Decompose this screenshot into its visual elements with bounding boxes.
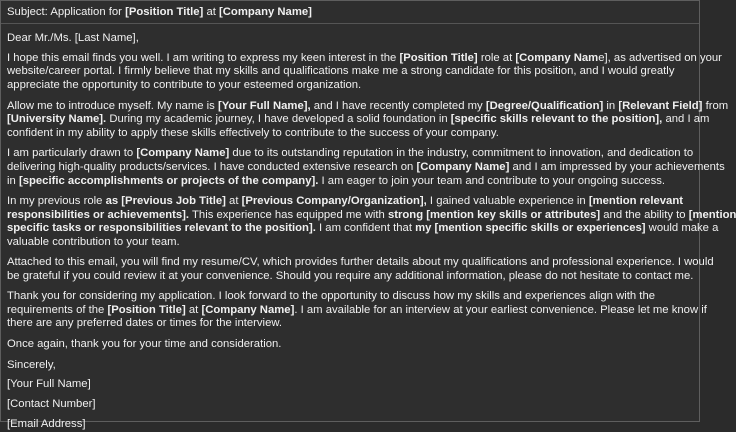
body-text: Once again, thank you for your time and consideration. [7,337,282,350]
subject-company: [Company Name] [219,6,312,18]
text-line [7,290,693,304]
body-text: I am confident that [315,222,416,235]
body-text: I am eager to join your team and contribute to your ongoing success. [318,174,666,187]
text-line [7,236,693,250]
placeholder-text: [specific accomplishments or projects of the company]. [18,174,319,187]
placeholder-text: [Company Nam [515,51,599,64]
subject-position: [Position Title] [125,6,204,18]
subject-line [1,1,699,24]
body-text: [Contact Number] [7,398,96,411]
paragraph [7,32,693,46]
body-text: at [185,303,202,316]
placeholder-text: [specific skills relevant to the position], [450,113,663,126]
text-line [7,51,722,66]
text-line [7,398,693,412]
text-line [7,208,736,223]
body-text: delivering high-quality products/services. I have conducted extensive research on [7,161,417,174]
placeholder-text: responsibilities or achievements]. [7,208,190,221]
placeholder-text: [Position Title] [399,51,478,64]
text-line [7,303,707,318]
paragraph [7,378,693,392]
placeholder-text: [Company Name] [201,303,295,316]
body-text: During my academic journey, I have developed a solid foundation in [106,113,451,126]
email-body [1,31,736,432]
text-line [7,147,693,161]
body-text: valuable contribution to your team. [7,235,180,248]
paragraph [7,256,714,283]
subject-at: at [203,6,220,18]
placeholder-text: [Company Name] [136,147,230,160]
body-text: and the ability to [600,208,689,221]
body-text: Sincerely, [7,358,56,371]
placeholder-text: [Degree/Qualification] [485,99,604,112]
text-line [7,378,693,392]
body-text: confident in my ability to apply these skills effectively to contribute to the success of your company. [7,126,499,139]
body-text: and I am [662,113,710,126]
body-text: I am particularly drawn to [7,147,137,160]
text-line [7,317,693,331]
body-text: Allow me to introduce myself. My name is [7,99,218,112]
subject-prefix: Subject: Application for [7,6,126,18]
text-line [7,113,710,127]
text-line [7,127,693,141]
placeholder-text: [Previous Company/Organization], [241,195,427,208]
body-text: and I am impressed by your achievements [509,161,725,174]
body-text: [Email Address] [7,417,86,430]
text-line [7,256,714,270]
body-text: requirements of the [7,303,108,316]
body-text: Dear Mr./Ms. [Last Name], [7,31,139,44]
text-line [7,79,693,93]
body-text: . I am available for an interview at your earliest convenience. Please let me know if [294,303,707,316]
paragraph [7,398,693,412]
body-text: Attached to this email, you will find my resume/CV, which provides further details about my qualifications and professional experience. I would [7,256,714,269]
body-text: be grateful if you could review it at your convenience. Should you require any additional information, please do not hesitate to contact me. [7,269,694,282]
text-line [7,195,693,209]
placeholder-text: [Position Title] [107,303,186,316]
body-text: [Your Full Name] [7,378,91,391]
placeholder-text: as [Previous Job Title] [105,195,226,208]
body-text: In my previous role [7,195,106,208]
placeholder-text: [Your Full Name], [217,99,311,112]
text-line [7,32,693,46]
text-line [7,418,693,432]
paragraph [7,51,722,93]
body-text: This experience has equipped me with [189,208,388,221]
placeholder-text: [mention [688,208,736,221]
paragraph [7,359,693,373]
placeholder-text: [Relevant Field] [618,99,703,112]
text-line [7,175,693,189]
body-text: due to its outstanding reputation in the industry, commitment to innovation, and dedication to [229,147,694,160]
body-text: website/career portal. I firmly believe that my skills and qualifications make me a strong candidate for this position, and I would greatly [7,65,675,78]
text-line [7,270,693,284]
placeholder-text: [Company Name] [416,161,510,174]
body-text: role at [477,51,516,64]
placeholder-text: strong [mention key skills or attributes] [387,208,601,221]
paragraph [7,99,729,141]
body-text: and I have recently completed my [310,99,486,112]
body-text: e], as advertised on your [598,51,722,64]
body-text: I hope this email finds you well. I am writing to express my keen interest in the [7,51,400,64]
body-text: in [603,99,619,112]
placeholder-text: [mention relevant [588,195,683,208]
paragraph [7,195,736,249]
text-line [7,65,693,79]
body-text: in [7,174,19,187]
body-text: Thank you for considering my application. I look forward to the opportunity to discuss how my skills and experiences align with the [7,290,656,303]
body-text: there are any preferred dates or times for the interview. [7,317,283,330]
paragraph [7,147,725,188]
text-line [7,99,729,114]
text-line [7,338,693,352]
text-line [7,222,719,236]
text-line [7,359,693,373]
text-line [7,161,725,175]
paragraph [7,290,707,331]
body-text: at [225,195,242,208]
placeholder-text: specific tasks or responsibilities relevant to the position]. [7,222,316,235]
body-text: appreciate the opportunity to contribute to your esteemed organization. [7,79,362,92]
body-text: would make a [645,222,719,235]
placeholder-text: my [mention specific skills or experiences] [415,222,646,235]
body-text: I gained valuable experience in [426,195,589,208]
paragraph [7,418,693,432]
body-text: from [702,99,729,112]
paragraph [7,338,693,352]
placeholder-text: [University Name]. [7,113,107,126]
